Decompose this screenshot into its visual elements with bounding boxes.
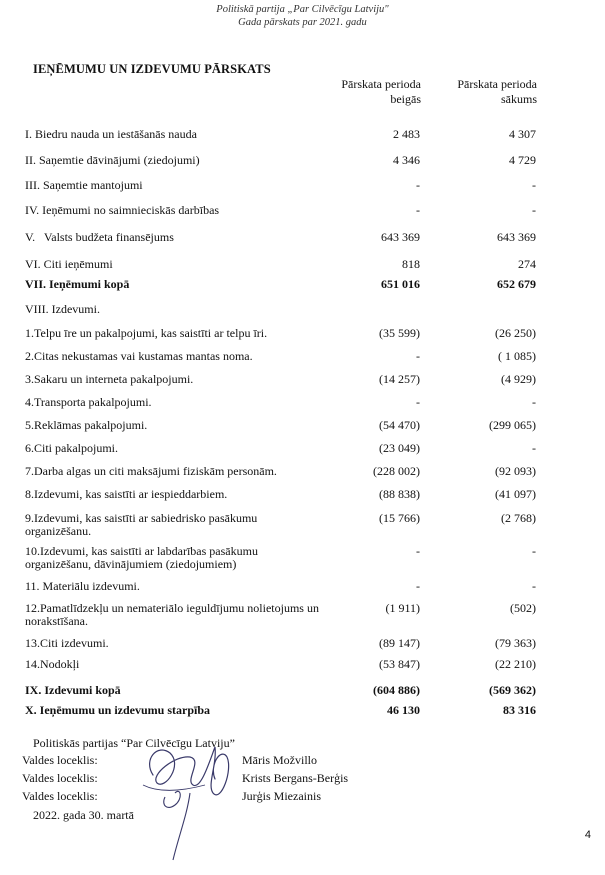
column-header-end-line2: beigās	[390, 92, 421, 106]
row-value-start: -	[532, 544, 536, 558]
row-value-end: 643 369	[381, 230, 420, 244]
row-value-end: -	[416, 579, 420, 593]
signer-role: Valdes loceklis:	[22, 789, 98, 803]
row-value-start: 83 316	[503, 703, 536, 717]
row-value-start: (299 065)	[489, 418, 536, 432]
footer-party: Politiskās partijas “Par Cilvēcīgu Latviju”	[33, 736, 235, 750]
row-value-start: (4 929)	[501, 372, 536, 386]
row-label: 11. Materiālu izdevumi.	[25, 579, 140, 593]
row-label: II. Saņemtie dāvinājumi (ziedojumi)	[25, 153, 200, 167]
row-value-end: (14 257)	[379, 372, 420, 386]
header-report: Gada pārskats par 2021. gadu	[238, 17, 367, 28]
row-value-end: (604 886)	[373, 683, 420, 697]
row-value-start: (41 097)	[495, 487, 536, 501]
row-label: VI. Citi ieņēmumi	[25, 257, 113, 271]
row-value-start: (26 250)	[495, 326, 536, 340]
row-label: VIII. Izdevumi.	[25, 302, 100, 316]
row-value-end: (89 147)	[379, 636, 420, 650]
row-value-end: -	[416, 349, 420, 363]
header-party: Politiskā partija „Par Cilvēcīgu Latviju"	[216, 4, 389, 15]
row-label: 4.Transporta pakalpojumi.	[25, 395, 152, 409]
row-value-end: (1 911)	[385, 601, 420, 615]
row-label: 2.Citas nekustamas vai kustamas mantas noma.	[25, 349, 253, 363]
row-value-start: (92 093)	[495, 464, 536, 478]
signer-name: Jurģis Miezainis	[242, 789, 321, 803]
row-value-start: (502)	[510, 601, 536, 615]
row-value-end: (88 838)	[379, 487, 420, 501]
row-value-end: (54 470)	[379, 418, 420, 432]
row-value-start: 4 729	[509, 153, 536, 167]
row-label: 12.Pamatlīdzekļu un nemateriālo ieguldījumu nolietojums un norakstīšana.	[25, 601, 319, 628]
row-label: 6.Citi pakalpojumi.	[25, 441, 118, 455]
column-header-start	[432, 77, 537, 107]
row-value-start: (2 768)	[501, 511, 536, 525]
row-value-end: (15 766)	[379, 511, 420, 525]
handwritten-signature	[135, 735, 255, 875]
row-label: 8.Izdevumi, kas saistīti ar iespieddarbiem.	[25, 487, 228, 501]
row-value-start: -	[532, 203, 536, 217]
row-value-end: -	[416, 544, 420, 558]
row-label: III. Saņemtie mantojumi	[25, 178, 143, 192]
row-value-end: 651 016	[381, 277, 420, 291]
row-label: 9.Izdevumi, kas saistīti ar sabiedrisko pasākumu organizēšanu.	[25, 511, 258, 538]
row-value-start: -	[532, 178, 536, 192]
row-value-end: (53 847)	[379, 657, 420, 671]
row-value-end: (228 002)	[373, 464, 420, 478]
row-label: X. Ieņēmumu un izdevumu starpība	[25, 703, 211, 717]
page-title: IEŅĒMUMU UN IZDEVUMU PĀRSKATS	[33, 62, 271, 76]
row-value-start: -	[532, 579, 536, 593]
row-value-end: -	[416, 178, 420, 192]
row-value-start: -	[532, 441, 536, 455]
row-label: IV. Ieņēmumi no saimnieciskās darbības	[25, 203, 220, 217]
row-value-start: (569 362)	[489, 683, 536, 697]
row-value-start: (22 210)	[495, 657, 536, 671]
row-label: 1.Telpu īre un pakalpojumi, kas saistīti ar telpu īri.	[25, 326, 268, 340]
row-value-end: (35 599)	[379, 326, 420, 340]
row-label: VII. Ieņēmumi kopā	[25, 277, 130, 291]
row-value-start: -	[532, 395, 536, 409]
row-label: V. Valsts budžeta finansējums	[25, 230, 174, 244]
row-label: 13.Citi izdevumi.	[25, 636, 109, 650]
signer-role: Valdes loceklis:	[22, 771, 98, 785]
row-value-end: -	[416, 395, 420, 409]
row-value-start: 643 369	[497, 230, 536, 244]
signer-name: Māris Možvillo	[242, 753, 317, 767]
row-label: 10.Izdevumi, kas saistīti ar labdarības pasākumu organizēšanu, dāvinājumiem (ziedojumiem)	[25, 544, 258, 571]
signer-name: Krists Bergans-Berģis	[242, 771, 349, 785]
page-number: 4	[584, 829, 591, 841]
row-label: 7.Darba algas un citi maksājumi fiziskām personām.	[25, 464, 277, 478]
row-label: IX. Izdevumi kopā	[25, 683, 121, 697]
row-value-start: 4 307	[509, 127, 536, 141]
row-label: 5.Reklāmas pakalpojumi.	[25, 418, 148, 432]
column-header-end-line1: Pārskata perioda	[341, 77, 421, 91]
column-header-start-line1: Pārskata perioda	[457, 77, 537, 91]
row-value-start: 274	[518, 257, 536, 271]
column-header-end	[318, 77, 421, 107]
row-value-start: (79 363)	[495, 636, 536, 650]
footer-date: 2022. gada 30. martā	[33, 808, 134, 822]
row-value-end: 818	[402, 257, 420, 271]
row-value-end: 4 346	[393, 153, 420, 167]
row-label: I. Biedru nauda un iestāšanās nauda	[25, 127, 197, 141]
row-value-start: 652 679	[497, 277, 536, 291]
row-label: 14.Nodokļi	[25, 657, 80, 671]
row-value-end: 46 130	[387, 703, 420, 717]
column-header-start-line2: sākums	[501, 92, 537, 106]
row-value-start: ( 1 085)	[498, 349, 536, 363]
row-value-end: -	[416, 203, 420, 217]
signer-role: Valdes loceklis:	[22, 753, 98, 767]
row-value-end: 2 483	[393, 127, 420, 141]
row-value-end: (23 049)	[379, 441, 420, 455]
row-label: 3.Sakaru un interneta pakalpojumi.	[25, 372, 194, 386]
